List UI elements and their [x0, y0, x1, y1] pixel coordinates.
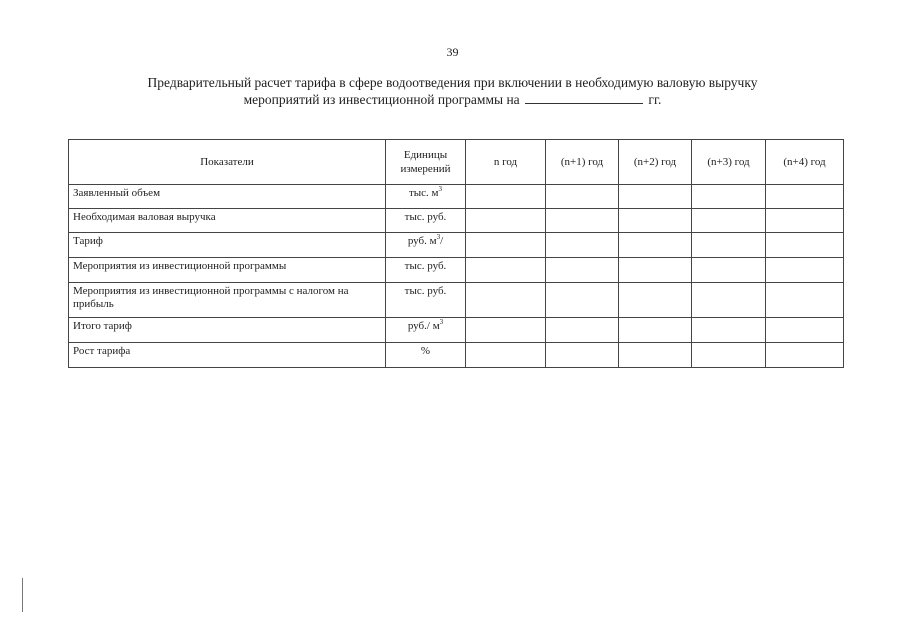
- title-line-1: Предварительный расчет тарифа в сфере водоотведения при включении в необходимую валовую выручку: [147, 75, 758, 90]
- value-cell-n: [466, 209, 546, 233]
- value-cell-n3: [692, 233, 766, 258]
- value-cell-n2: [619, 185, 692, 209]
- value-cell-n: [466, 343, 546, 368]
- value-cell-n2: [619, 209, 692, 233]
- tariff-table: [68, 139, 844, 368]
- value-cell-n4: [766, 343, 844, 368]
- value-cell-n4: [766, 318, 844, 343]
- header-units-line2: измерений: [400, 163, 451, 175]
- header-year-n2: (n+2) год: [619, 140, 692, 185]
- value-cell-n1: [546, 343, 619, 368]
- row-indicator: Необходимая валовая выручка: [69, 209, 386, 233]
- title-line-2-prefix: мероприятий из инвестиционной программы на: [243, 92, 520, 107]
- table-row: [69, 343, 844, 368]
- table-row: [69, 185, 844, 209]
- document-title: [100, 74, 805, 108]
- row-unit: тыс. $м^3$: [386, 185, 466, 209]
- table-row: [69, 258, 844, 283]
- value-cell-n3: [692, 209, 766, 233]
- header-year-n4: (n+4) год: [766, 140, 844, 185]
- title-line-2: [100, 91, 805, 108]
- value-cell-n: [466, 258, 546, 283]
- value-cell-n3: [692, 318, 766, 343]
- title-line-2-suffix: гг.: [648, 92, 662, 107]
- row-unit: тыс. руб.: [386, 283, 466, 318]
- header-year-n3: (n+3) год: [692, 140, 766, 185]
- row-unit: тыс. руб.: [386, 258, 466, 283]
- row-indicator: Тариф: [69, 233, 386, 258]
- table-row: [69, 283, 844, 318]
- value-cell-n1: [546, 233, 619, 258]
- scan-margin-line: [22, 578, 23, 612]
- value-cell-n4: [766, 209, 844, 233]
- value-cell-n3: [692, 258, 766, 283]
- row-unit: тыс. руб.: [386, 209, 466, 233]
- value-cell-n2: [619, 343, 692, 368]
- value-cell-n4: [766, 283, 844, 318]
- value-cell-n4: [766, 233, 844, 258]
- value-cell-n3: [692, 283, 766, 318]
- value-cell-n1: [546, 258, 619, 283]
- header-year-n: n год: [466, 140, 546, 185]
- header-indicators: Показатели: [69, 140, 386, 185]
- header-year-n1: (n+1) год: [546, 140, 619, 185]
- value-cell-n3: [692, 343, 766, 368]
- row-unit: руб. $м^3/$: [386, 233, 466, 258]
- row-unit: руб./ $м^3$: [386, 318, 466, 343]
- value-cell-n4: [766, 185, 844, 209]
- value-cell-n: [466, 185, 546, 209]
- table-row: [69, 318, 844, 343]
- value-cell-n1: [546, 283, 619, 318]
- table-row: [69, 233, 844, 258]
- value-cell-n3: [692, 185, 766, 209]
- value-cell-n2: [619, 283, 692, 318]
- table-row: [69, 209, 844, 233]
- value-cell-n1: [546, 318, 619, 343]
- value-cell-n2: [619, 258, 692, 283]
- row-indicator: Мероприятия из инвестиционной программы: [69, 258, 386, 283]
- year-blank-field: [525, 91, 643, 104]
- row-indicator: Заявленный объем: [69, 185, 386, 209]
- header-units: [386, 140, 466, 185]
- row-indicator: Мероприятия из инвестиционной программы с налогом на прибыль: [69, 283, 386, 318]
- value-cell-n1: [546, 185, 619, 209]
- value-cell-n: [466, 283, 546, 318]
- value-cell-n: [466, 233, 546, 258]
- table-header-row: [69, 140, 844, 185]
- header-units-line1: Единицы: [403, 149, 448, 161]
- value-cell-n1: [546, 209, 619, 233]
- value-cell-n2: [619, 233, 692, 258]
- page-number: 39: [446, 45, 459, 59]
- value-cell-n: [466, 318, 546, 343]
- row-unit: %: [386, 343, 466, 368]
- row-indicator: Рост тарифа: [69, 343, 386, 368]
- row-indicator: Итого тариф: [69, 318, 386, 343]
- value-cell-n2: [619, 318, 692, 343]
- value-cell-n4: [766, 258, 844, 283]
